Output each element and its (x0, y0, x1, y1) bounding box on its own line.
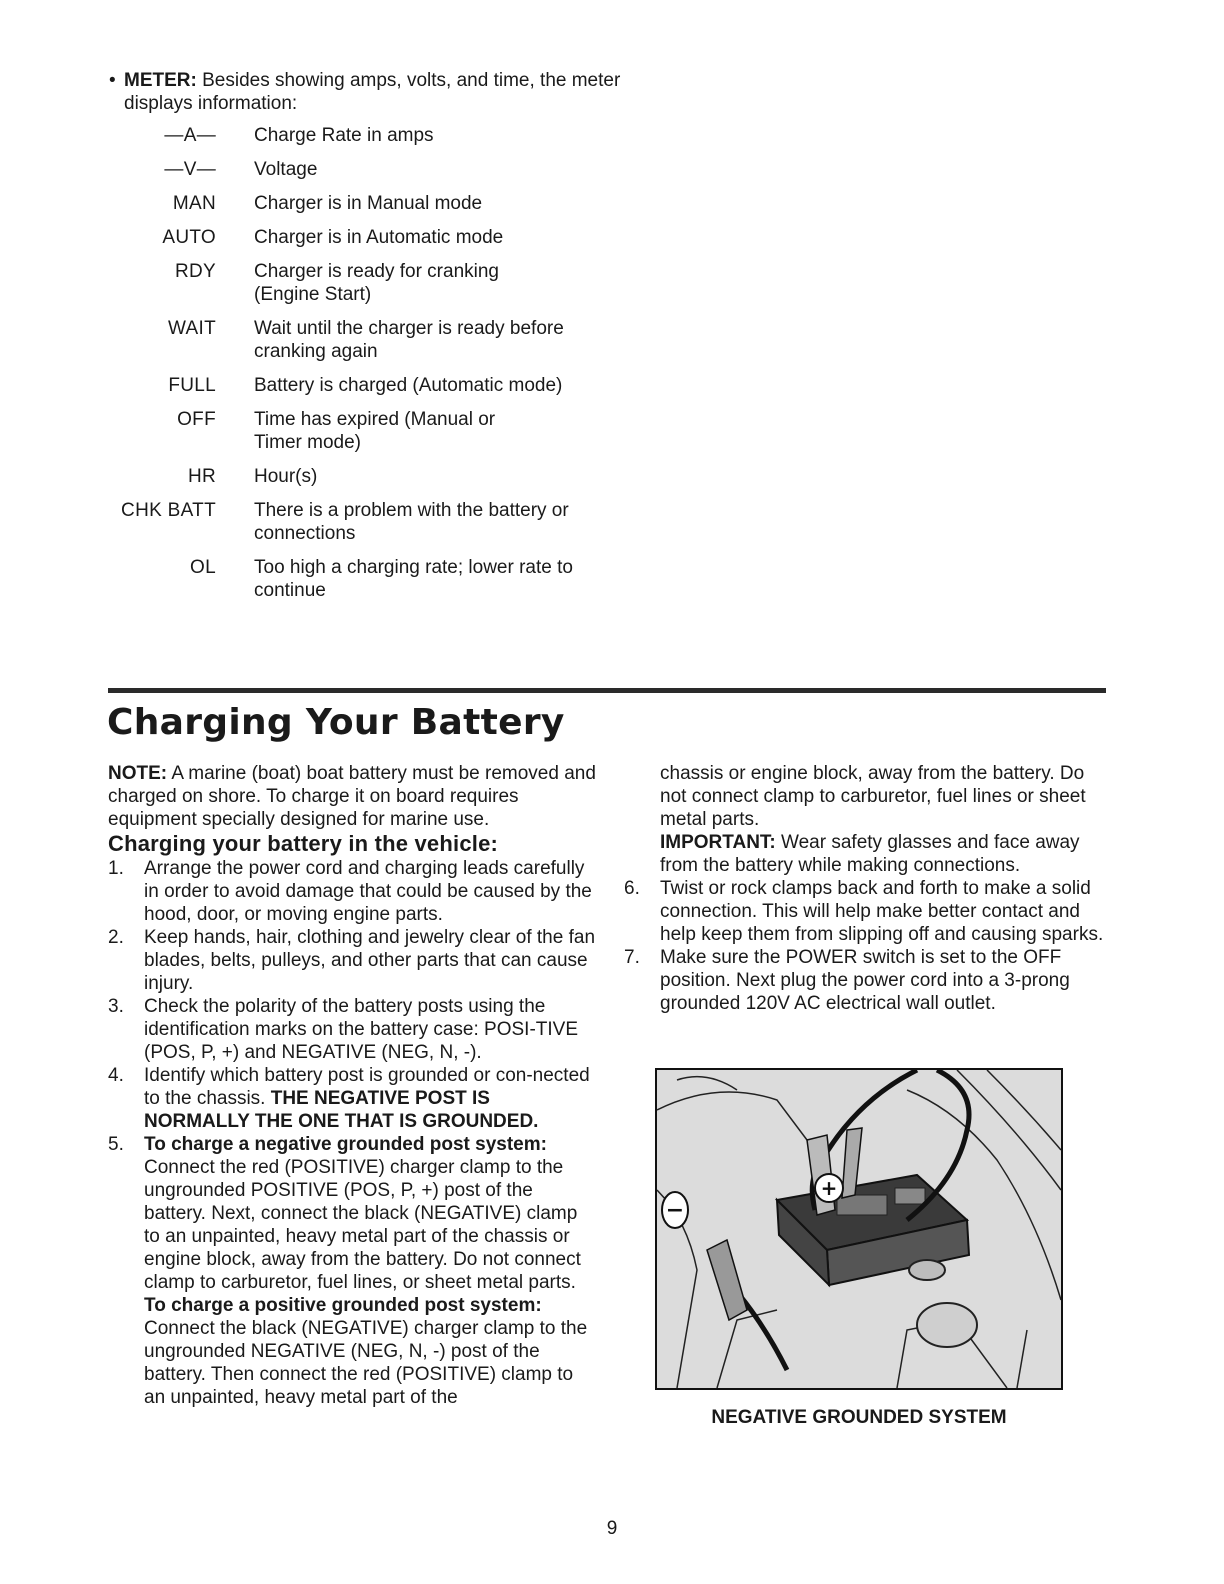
step-emphasis: THE NEGATIVE POST IS NORMALLY THE ONE THAT IS GROUNDED. (144, 1088, 539, 1132)
note-paragraph (108, 762, 598, 831)
step-7 (624, 946, 1114, 1015)
meter-code: CHK BATT (121, 500, 216, 521)
step-number: 3. (108, 996, 124, 1017)
step-text: Twist or rock clamps back and forth to make a solid connection. This will help make better contact and help keep them from slipping off and causing sparks. (660, 878, 1104, 945)
meter-row (100, 465, 660, 488)
meter-code: AUTO (162, 227, 216, 248)
minus-icon: − (665, 1198, 685, 1223)
meter-code: —V— (164, 159, 216, 180)
meter-row (100, 317, 660, 363)
meter-row (100, 226, 660, 249)
meter-desc: Too high a charging rate; lower rate to continue (254, 557, 573, 601)
step-text: Keep hands, hair, clothing and jewelry clear of the fan blades, belts, pulleys, and other parts that can cause injury. (144, 927, 596, 994)
meter-row (100, 260, 660, 306)
important-label: IMPORTANT: (660, 832, 776, 853)
step-5-continued: chassis or engine block, away from the battery. Do not connect clamp to carburetor, fuel lines or sheet metal parts. (660, 763, 1086, 830)
step-2 (108, 926, 598, 995)
step-text: Identify which battery post is grounded or con-nected to the chassis. (144, 1065, 590, 1109)
note-text: A marine (boat) boat battery must be removed and charged on shore. To charge it on board requires equipment specially designed for marine use. (108, 763, 596, 830)
meter-row (100, 408, 660, 454)
step-6 (624, 877, 1114, 946)
section-divider (108, 688, 1106, 693)
meter-intro-text: Besides showing amps, volts, and time, the meter displays information: (124, 70, 621, 114)
meter-row (100, 192, 660, 215)
meter-desc: Charger is ready for cranking (Engine Start) (254, 261, 499, 305)
meter-desc: Hour(s) (254, 466, 318, 487)
step-number: 7. (624, 947, 640, 968)
positive-ground-text: Connect the black (NEGATIVE) charger clamp to the ungrounded NEGATIVE (NEG, N, -) post of the battery. Then connect the red (POSITIVE) clamp to an unpainted, heavy metal part of the (144, 1318, 588, 1408)
step-text: Make sure the POWER switch is set to the OFF position. Next plug the power cord into a 3-prong grounded 120V AC electrical wall outlet. (660, 947, 1070, 1014)
engine-bay-drawing (657, 1070, 1061, 1388)
step-number: 5. (108, 1134, 124, 1155)
meter-desc: Wait until the charger is ready before cranking again (254, 318, 564, 362)
meter-code-list (100, 124, 660, 613)
bullet-icon: • (109, 70, 116, 91)
meter-code: WAIT (168, 318, 216, 339)
step-number: 4. (108, 1065, 124, 1086)
meter-row (100, 556, 660, 602)
note-label: NOTE: (108, 763, 168, 784)
subsection-heading: Charging your battery in the vehicle: (108, 831, 499, 856)
step-text: Check the polarity of the battery posts using the identification marks on the battery case: POSI-TIVE (POS, P, +) and NEGATIVE (NEG, N, -). (144, 996, 579, 1063)
step-3 (108, 995, 598, 1064)
meter-intro (109, 69, 629, 115)
important-text: Wear safety glasses and face away from the battery while making connections. (660, 832, 1080, 876)
meter-desc: Time has expired (Manual or Timer mode) (254, 409, 496, 453)
step-1 (108, 857, 598, 926)
negative-ground-text: Connect the red (POSITIVE) charger clamp to the ungrounded POSITIVE (POS, P, +) post of the battery. Next, connect the black (NEGATIVE) clamp to an unpainted, heavy metal part of the chassis or engine block, away from the battery. Do not connect clamp to carburetor, fuel lines, or sheet metal parts. (144, 1157, 581, 1293)
meter-desc: Charger is in Automatic mode (254, 227, 504, 248)
meter-row (100, 158, 660, 181)
page-number: 9 (606, 1518, 618, 1539)
meter-desc: Voltage (254, 159, 318, 180)
meter-desc: Battery is charged (Automatic mode) (254, 375, 563, 396)
step-5 (108, 1133, 598, 1409)
meter-code: FULL (168, 375, 216, 396)
step-number: 1. (108, 858, 124, 879)
meter-code: HR (187, 466, 216, 487)
plus-icon: + (820, 1176, 838, 1200)
step-number: 2. (108, 927, 124, 948)
meter-row (100, 499, 660, 545)
negative-ground-heading: To charge a negative grounded post system: (144, 1134, 547, 1155)
meter-row (100, 124, 660, 147)
meter-label: METER: (124, 70, 197, 91)
section-title: Charging Your Battery (107, 702, 565, 743)
meter-code: RDY (174, 261, 216, 282)
step-4 (108, 1064, 598, 1133)
meter-desc: Charger is in Manual mode (254, 193, 483, 214)
battery-illustration (655, 1068, 1063, 1390)
meter-code: MAN (172, 193, 216, 214)
meter-row (100, 374, 660, 397)
figure-caption: NEGATIVE GROUNDED SYSTEM (711, 1407, 1007, 1428)
important-note (624, 831, 1114, 877)
meter-code: OFF (177, 409, 216, 430)
step-text: Arrange the power cord and charging leads carefully in order to avoid damage that could be caused by the hood, door, or moving engine parts. (144, 858, 592, 925)
left-column (108, 762, 598, 1409)
meter-desc: There is a problem with the battery or connections (254, 500, 569, 544)
step-number: 6. (624, 878, 640, 899)
meter-code: OL (190, 557, 216, 578)
meter-desc: Charge Rate in amps (254, 125, 434, 146)
meter-code: —A— (164, 125, 216, 146)
positive-ground-heading: To charge a positive grounded post system: (144, 1295, 542, 1316)
right-column (624, 762, 1114, 1015)
